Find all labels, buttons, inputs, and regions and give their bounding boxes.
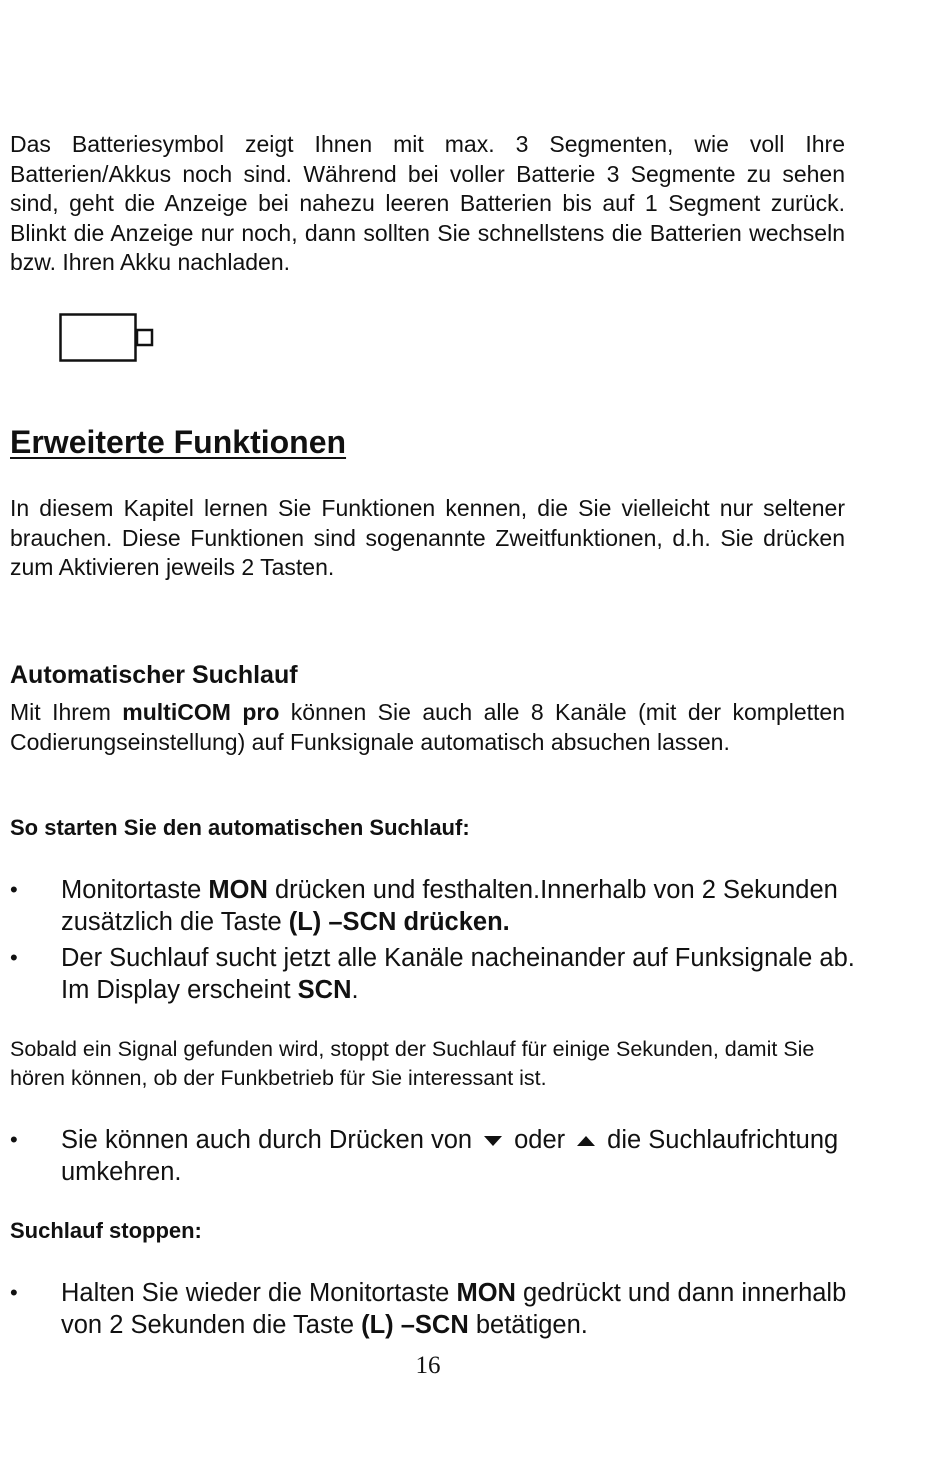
- stop-text: gedrückt und dann innerhalb von 2 Sekunden die Taste: [61, 1279, 847, 1339]
- stop-steps-list: [10, 1277, 860, 1341]
- start-search-label: So starten Sie den automatischen Suchlauf:: [10, 815, 470, 840]
- section-intro-paragraph: In diesem Kapitel lernen Sie Funktionen kennen, die Sie vielleicht nur seltener brauchen. Diese Funktionen sind sogenannte Zweitfunktionen, d.h. Sie drücken zum Aktivieren jeweils 2 Tasten.: [10, 495, 845, 580]
- key-mon: MON: [456, 1279, 516, 1307]
- step-text: .: [351, 976, 359, 1004]
- triangle-down-icon: [484, 1136, 502, 1146]
- bullet: •: [10, 877, 18, 902]
- signal-paragraph: Sobald ein Signal gefunden wird, stoppt der Suchlauf für einige Sekunden, damit Sie hören können, ob der Funkbetrieb für Sie interessant ist.: [10, 1037, 815, 1090]
- bullet: •: [10, 1280, 18, 1305]
- stop-text: Halten Sie wieder die Monitortaste: [61, 1279, 457, 1307]
- display-scn: SCN: [297, 976, 352, 1004]
- start-steps-list: [10, 874, 860, 1006]
- step-text: Der Suchlauf sucht jetzt alle Kanäle nacheinander auf Funksignale ab. Im Display erscheint: [61, 944, 855, 1004]
- brand-name: multiCOM pro: [122, 699, 280, 725]
- direction-text: Sie können auch durch Drücken von: [61, 1126, 473, 1154]
- battery-intro-paragraph: Das Batteriesymbol zeigt Ihnen mit max. 3 Segmenten, wie voll Ihre Batterien/Akkus noch sind. Während bei voller Batterie 3 Segmente zu sehen sind, geht die Anzeige bei nahezu leeren Batterien bis auf 1 Segment zurück. Blinkt die Anzeige nur noch, dann sollten Sie schnellstens die Batterien wechseln bzw. Ihren Akku nachladen.: [10, 131, 845, 275]
- section-title: Erweiterte Funktionen: [10, 424, 347, 460]
- stop-text: betätigen.: [468, 1311, 588, 1339]
- direction-list: [10, 1124, 860, 1188]
- auto-search-paragraph: [10, 698, 845, 757]
- list-item: [10, 874, 860, 938]
- auto-search-para-suffix: können Sie auch alle 8 Kanäle (mit der kompletten Codierungseinstellung) auf Funksignale automatisch absuchen lassen.: [10, 699, 845, 755]
- key-mon: MON: [208, 876, 268, 904]
- key-scn: (L) –SCN drücken.: [288, 908, 510, 936]
- list-item: [10, 1124, 860, 1188]
- auto-search-heading: Automatischer Suchlauf: [10, 661, 298, 689]
- auto-search-para-prefix: Mit Ihrem: [10, 699, 123, 725]
- triangle-up-icon: [577, 1136, 595, 1146]
- step-text: drücken und festhalten.Innerhalb von 2 Sekunden zusätzlich die Taste: [61, 876, 838, 936]
- battery-empty-icon: [59, 313, 159, 365]
- list-item: [10, 942, 860, 1006]
- direction-text: oder: [514, 1126, 566, 1154]
- direction-text: die Suchlaufrichtung umkehren.: [61, 1126, 839, 1186]
- list-item: [10, 1277, 860, 1341]
- step-text: Monitortaste: [61, 876, 209, 904]
- key-scn: (L) –SCN: [361, 1311, 469, 1339]
- page-number: 16: [415, 1352, 441, 1379]
- stop-search-label: Suchlauf stoppen:: [10, 1218, 202, 1243]
- bullet: •: [10, 945, 18, 970]
- bullet: •: [10, 1127, 18, 1152]
